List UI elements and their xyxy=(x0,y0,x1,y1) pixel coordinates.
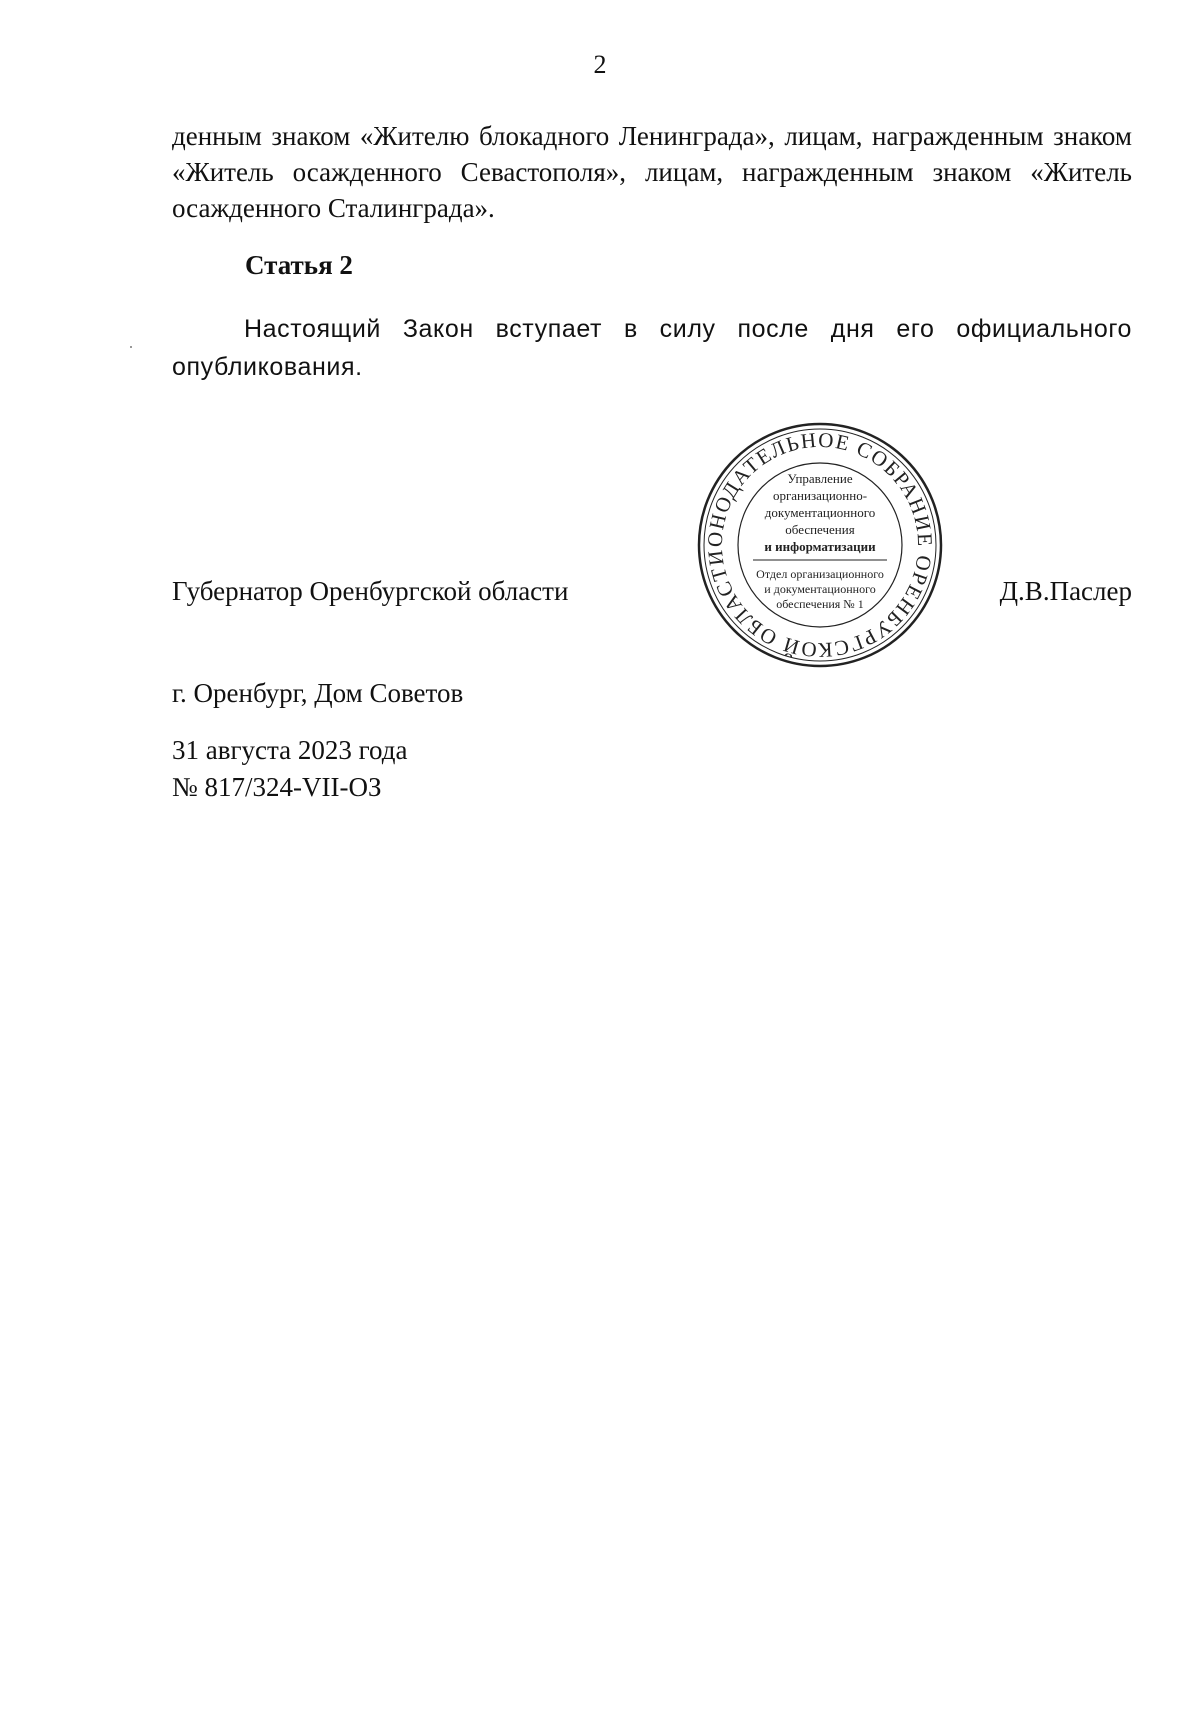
law-number: № 817/324-VII-ОЗ xyxy=(172,772,382,802)
page-number: 2 xyxy=(593,50,607,79)
place-of-signing: г. Оренбург, Дом Советов xyxy=(172,678,464,708)
body-paragraph-2: Настоящий Закон вступает в силу после дня его официального опубликования. xyxy=(172,315,1132,381)
signer-title: Губернатор Оренбургской области xyxy=(172,576,569,606)
body-paragraph-1: денным знаком «Жителю блокадного Ленинграда», лицам, награжденным знаком «Житель осажденного Севастополя», лицам, награжденным знаком «Житель осажденного Сталинграда». xyxy=(172,121,1132,223)
seal-graphic xyxy=(695,420,945,670)
signer-name: Д.В.Паслер xyxy=(999,576,1132,606)
seal-inner-text xyxy=(753,471,887,611)
seal-line-1: Управление xyxy=(787,471,853,486)
seal-outer-text-path: ОНОДАТЕЛЬНОЕ СОБРАНИЕ ОРЕНБУРГСКОЙ ОБЛАСТИ xyxy=(702,427,938,663)
seal-line-2: организационно- xyxy=(772,488,868,503)
seal-line-7: и документационного xyxy=(764,582,876,596)
article-heading: Статья 2 xyxy=(245,250,353,280)
signing-date: 31 августа 2023 года xyxy=(172,735,408,765)
scan-artifact xyxy=(130,346,132,348)
seal-line-8: обеспечения № 1 xyxy=(776,597,864,611)
signature-row xyxy=(172,576,1132,616)
seal-line-4: обеспечения xyxy=(785,522,855,537)
seal-line-3: документационного xyxy=(764,505,876,520)
official-seal xyxy=(695,420,945,670)
seal-line-6: Отдел организационного xyxy=(756,567,884,581)
seal-line-5: и информатизации xyxy=(764,539,876,554)
